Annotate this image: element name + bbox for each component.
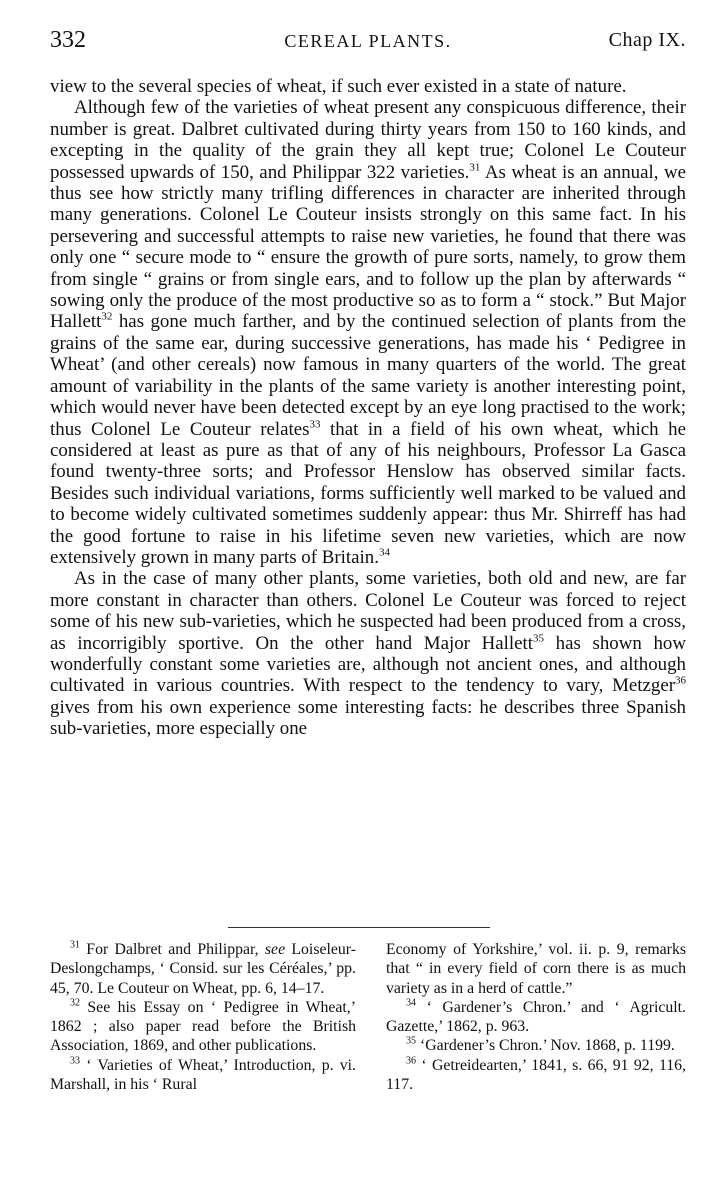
p2-part-b: As wheat is an annual, we thus see how strictly many trifling differences in character are inherited through many generations. Colonel Le Couteur insists strongly on this same fact. In his persevering and successful attempts to raise new varieties, he found that there was only one “ secure mode to “ ensure the growth of pure sorts, namely, to grow them from single “ grains or from single ears, and to follow up the plan by afterwards “ sowing only the produce of the most productive so as to form a “ stock.” But Major Hallett (50, 161, 686, 333)
footnote-number: 35 (406, 1036, 416, 1048)
p2-part-d: that in a field of his own wheat, which he considered at least as pure as that of any of his neighbours, Professor La Gasca found twenty-three sorts; and Professor Henslow has observed similar facts. Besides such individual variations, forms sufficiently well marked to be valued and to become widely cultivated sometimes suddenly appear: thus Mr. Shirreff has had the good fortune to raise in his lifetime seven new varieties, which are now extensively grown in many parts of Britain. (50, 418, 686, 568)
footnote-text: ‘ Varieties of Wheat,’ Introduction, p. vi. Marshall, in his ‘ Rural (50, 1056, 356, 1094)
footnote-column-left (50, 940, 356, 1094)
footnote-31 (50, 940, 356, 998)
footnote-separator (228, 927, 490, 928)
footnote-number: 34 (406, 997, 416, 1009)
footnote-emphasis: see (264, 941, 286, 958)
page-number: 332 (50, 27, 86, 53)
footnote-column-right (386, 940, 686, 1094)
footnote-text: ‘ Gardener’s Chron.’ and ‘ Agricult. Gazette,’ 1862, p. 963. (386, 998, 686, 1036)
footnote-33 (50, 1056, 356, 1095)
footnote-text: ‘ Getreidearten,’ 1841, s. 66, 91 92, 116, 117. (386, 1056, 686, 1094)
footnote-ref-36: 36 (675, 675, 686, 688)
main-text (50, 76, 686, 740)
paragraph-1-text: view to the several species of wheat, if such ever existed in a state of nature. (50, 76, 627, 97)
footnote-ref-31: 31 (469, 161, 481, 174)
footnote-34 (386, 998, 686, 1037)
footnote-number: 36 (406, 1055, 416, 1067)
footnote-36 (386, 1056, 686, 1095)
footnote-35 (386, 1036, 686, 1055)
footnote-text: ‘Gardener’s Chron.’ Nov. 1868, p. 1199. (416, 1037, 675, 1055)
footnote-number: 33 (70, 1055, 80, 1067)
paragraph-3 (50, 568, 686, 739)
paragraph-1 (50, 76, 686, 97)
p3-part-a: As in the case of many other plants, some varieties, both old and new, are far more constant in character than others. Colonel Le Couteur was forced to reject some of his new sub-varieties, which he suspected had been produced from a cross, as incorrigibly sportive. On the other hand Major Hallett (50, 568, 686, 654)
footnote-ref-33: 33 (309, 418, 321, 431)
footnote-text: Loiseleur-Deslongchamps, ‘ Consid. sur les Céréales,’ pp. 45, 70. Le Couteur on Wheat, pp. 6, 14–17. (50, 941, 356, 997)
p2-part-c: has gone much farther, and by the continued selection of plants from the grains of the same ear, during successive generations, has made his ‘ Pedigree in Wheat’ (and other cereals) now famous in many quarters of the world. The great amount of variability in the plants of the same variety is another interesting point, which would never have been detected except by an eye long practised to the work; thus Colonel Le Couteur relates (50, 311, 686, 440)
running-title: CEREAL PLANTS. (284, 31, 452, 51)
p3-part-b: has shown how wonderfully constant some varieties are, although not ancient ones, and although cultivated in various countries. With respect to the tendency to vary, Metzger (50, 632, 686, 697)
footnote-number: 32 (70, 997, 80, 1009)
footnote-ref-34: 34 (378, 546, 390, 559)
p3-part-c: gives from his own experience some interesting facts: he describes three Spanish sub-varieties, more especially one (50, 696, 686, 740)
chapter-label: Chap IX. (608, 29, 686, 51)
p2-part-a: Although few of the varieties of wheat present any conspicuous difference, their number is great. Dalbret cultivated during thirty years from 150 to 160 kinds, and excepting in the quality of the grain they all kept true; Colonel Le Couteur possessed upwards of 150, and Philippar 322 varieties. (50, 97, 686, 183)
footnote-text: For Dalbret and Philippar, (80, 941, 265, 958)
footnote-number: 31 (70, 939, 80, 951)
paragraph-2 (50, 97, 686, 568)
footnote-ref-35: 35 (533, 632, 544, 645)
footnote-32 (50, 998, 356, 1056)
running-header (50, 27, 686, 55)
footnote-33-continued: Economy of Yorkshire,’ vol. ii. p. 9, remarks that “ in every field of corn there is as much variety as in a herd of cattle.” (386, 941, 686, 997)
footnote-text: See his Essay on ‘ Pedigree in Wheat,’ 1862 ; also paper read before the British Association, 1869, and other publications. (50, 998, 356, 1055)
footnote-ref-32: 32 (101, 311, 113, 324)
